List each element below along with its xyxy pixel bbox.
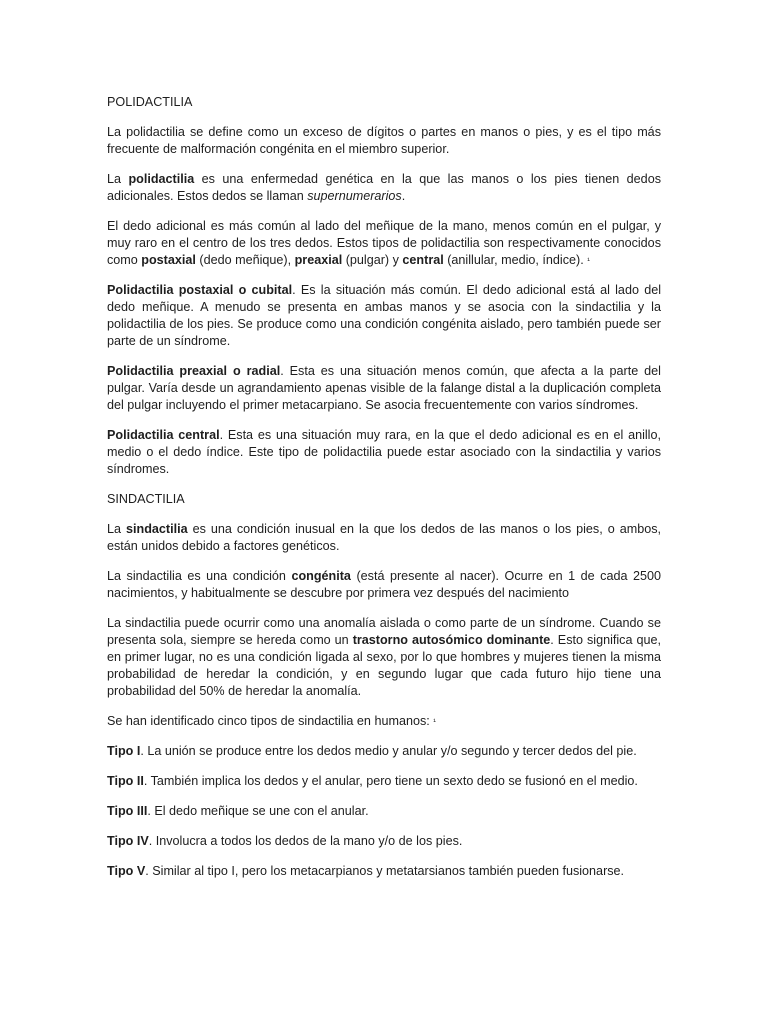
term-central: central [402,253,444,267]
type-text: . El dedo meñique se une con el anular. [147,804,369,818]
term-polidactilia-central: Polidactilia central [107,428,220,442]
text: La [107,172,129,186]
text: (dedo meñique), [195,253,295,267]
term-postaxial-cubital: Polidactilia postaxial o cubital [107,283,293,297]
term-postaxial: postaxial [141,253,196,267]
paragraph-types-location [107,218,661,269]
text: (anillular, medio, índice). [443,253,584,267]
term-polidactilia: polidactilia [128,172,195,186]
paragraph-sindactilia-definition [107,521,661,555]
list-item-tipo-4 [107,833,661,850]
paragraph-central [107,427,661,478]
term-preaxial: preaxial [294,253,343,267]
type-label: Tipo III [107,804,148,818]
text: La sindactilia es una condición [107,569,292,583]
paragraph-herencia [107,615,661,700]
text: . Esto significa que, en primer lugar, no es una condición ligada al sexo, por lo que hombres y mujeres tienen la misma probabilidad de heredar la condición, y en segundo lugar que cada futuro hijo tiene una probabilidad del 50% de heredar la anomalía. [107,633,661,698]
type-text: . Similar al tipo I, pero los metacarpianos y metatarsianos también pueden fusionarse. [145,864,625,878]
list-item-tipo-2 [107,773,661,790]
list-item-tipo-1 [107,743,661,760]
text: El dedo adicional es más común al lado del meñique de la mano, menos común en el pulgar, y muy raro en el centro de los tres dedos. Estos tipos de polidactilia son respectivamente conocidos como [107,219,661,267]
paragraph-cinco-tipos [107,713,661,730]
list-item-tipo-3 [107,803,661,820]
section-title-polidactilia: POLIDACTILIA [107,95,193,109]
text: (está presente al nacer). Ocurre en 1 de cada 2500 nacimientos, y habitualmente se descubre por primera vez después del nacimiento [107,569,661,600]
paragraph-genetic-disease [107,171,661,205]
term-congenita: congénita [291,569,351,583]
text: . Esta es una situación muy rara, en la que el dedo adicional es en el anillo, medio o el dedo índice. Este tipo de polidactilia puede estar asociado con la sindactilia y varios síndromes. [107,428,661,476]
type-text: . También implica los dedos y el anular, pero tiene un sexto dedo se fusionó en el medio. [143,774,638,788]
list-item-tipo-5 [107,863,661,880]
text: (pulgar) y [342,253,403,267]
text: . Es la situación más común. El dedo adicional está al lado del dedo meñique. A menudo se presenta en ambas manos y se asocia con la sindactilia y la polidactilia de los pies. Se produce como una condición congénita aislado, pero también puede ser parte de un síndrome. [107,283,661,348]
paragraph-postaxial [107,282,661,350]
text: . Esta es una situación menos común, que afecta a la parte del pulgar. Varía desde un agrandamiento apenas visible de la falange distal a la duplicación completa del pulgar incluyendo el primer metacarpiano. Se asocia frecuentemente con varios síndromes. [107,364,661,412]
type-text: . La unión se produce entre los dedos medio y anular y/o segundo y tercer dedos del pie. [140,744,637,758]
text: La [107,522,126,536]
document-page [107,94,661,893]
text: es una condición inusual en la que los dedos de las manos o los pies, o ambos, están unidos debido a factores genéticos. [107,522,661,553]
paragraph-definition: La polidactilia se define como un exceso de dígitos o partes en manos o pies, y es el tipo más frecuente de malformación congénita en el miembro superior. [107,125,661,156]
text: . [401,189,406,203]
type-label: Tipo I [107,744,141,758]
term-sindactilia: sindactilia [126,522,188,536]
section-title-sindactilia: SINDACTILIA [107,492,185,506]
paragraph-preaxial [107,363,661,414]
footnote-ref: ¹ [587,256,590,265]
type-label: Tipo V [107,864,146,878]
text: Se han identificado cinco tipos de sindactilia en humanos: [107,714,434,728]
type-label: Tipo II [107,774,144,788]
term-supernumerarios: supernumerarios [307,189,402,203]
type-label: Tipo IV [107,834,149,848]
footnote-ref: ¹ [433,717,436,726]
term-trastorno-autosomico: trastorno autosómico dominante [352,633,551,647]
type-text: . Involucra a todos los dedos de la mano y/o de los pies. [148,834,463,848]
text: La sindactilia puede ocurrir como una anomalía aislada o como parte de un síndrome. Cuando se presenta sola, siempre se hereda como un [107,616,661,647]
term-preaxial-radial: Polidactilia preaxial o radial [107,364,281,378]
text: es una enfermedad genética en la que las manos o los pies tienen dedos adicionales. Estos dedos se llaman [107,172,661,203]
paragraph-congenita [107,568,661,602]
